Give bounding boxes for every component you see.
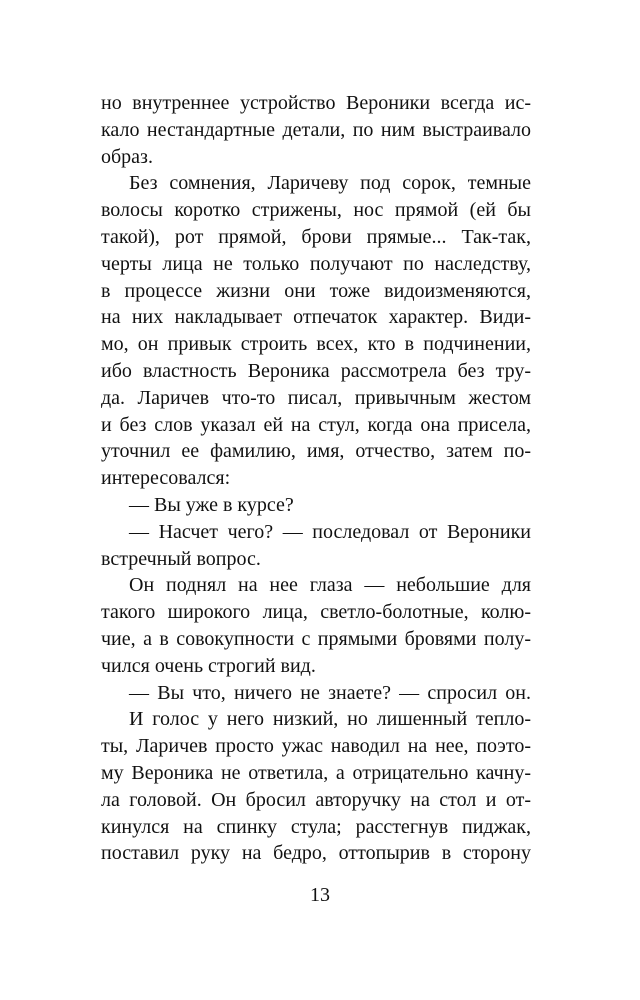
text-line: поставил руку на бедро, оттопырив в сторону <box>101 842 531 865</box>
text-line: в процессе жизни они тоже видоизменяются, <box>101 279 531 302</box>
text-line: но внутреннее устройство Вероники всегда ис- <box>101 92 531 114</box>
text-line: Он поднял на нее глаза — небольшие для <box>129 574 531 597</box>
text-line: такой), рот прямой, брови прямые... Так-так, <box>101 225 531 248</box>
text-line: му Вероника не ответила, а отрицательно качну- <box>101 761 531 784</box>
text-line: чие, а в совокупности с прямыми бровями полу- <box>101 627 531 650</box>
text-line: И голос у него низкий, но лишенный тепло- <box>129 708 531 731</box>
text-line: такого широкого лица, светло-болотные, колю- <box>101 601 531 624</box>
page-number: 13 <box>310 884 330 906</box>
text-line: черты лица не только получают по наследству, <box>101 252 531 275</box>
text-line: ла головой. Он бросил авторучку на стол и от- <box>101 788 531 811</box>
text-line: на них накладывает отпечаток характер. Види- <box>101 306 531 329</box>
dialogue-line: — Насчет чего? — последовал от Вероники <box>129 520 531 543</box>
text-line: да. Ларичев что-то писал, привычным жестом <box>101 386 531 409</box>
text-line: волосы коротко стрижены, нос прямой (ей бы <box>101 199 531 222</box>
text-line: интересовался: <box>101 467 231 490</box>
text-line: ибо властность Вероника рассмотрела без тру- <box>101 359 531 382</box>
body-text <box>101 90 531 867</box>
dialogue-line: — Вы уже в курсе? <box>129 493 294 516</box>
text-line: и без слов указал ей на стул, когда она присела, <box>101 413 531 436</box>
text-line: Без сомнения, Ларичеву под сорок, темные <box>129 172 531 195</box>
text-line: кало нестандартные детали, по ним выстраивало <box>101 118 531 141</box>
text-line: кинулся на спинку стула; расстегнув пиджак, <box>101 815 531 838</box>
dialogue-line: — Вы что, ничего не знаете? — спросил он. <box>129 681 531 704</box>
text-line: образ. <box>101 145 153 168</box>
text-line: ты, Ларичев просто ужас наводил на нее, поэто- <box>101 735 531 758</box>
text-line: чился очень строгий вид. <box>101 654 316 677</box>
text-line: встречный вопрос. <box>101 547 261 570</box>
text-line: мо, он привык строить всех, кто в подчинении, <box>101 333 531 356</box>
text-line: уточнил ее фамилию, имя, отчество, затем по- <box>101 440 531 463</box>
